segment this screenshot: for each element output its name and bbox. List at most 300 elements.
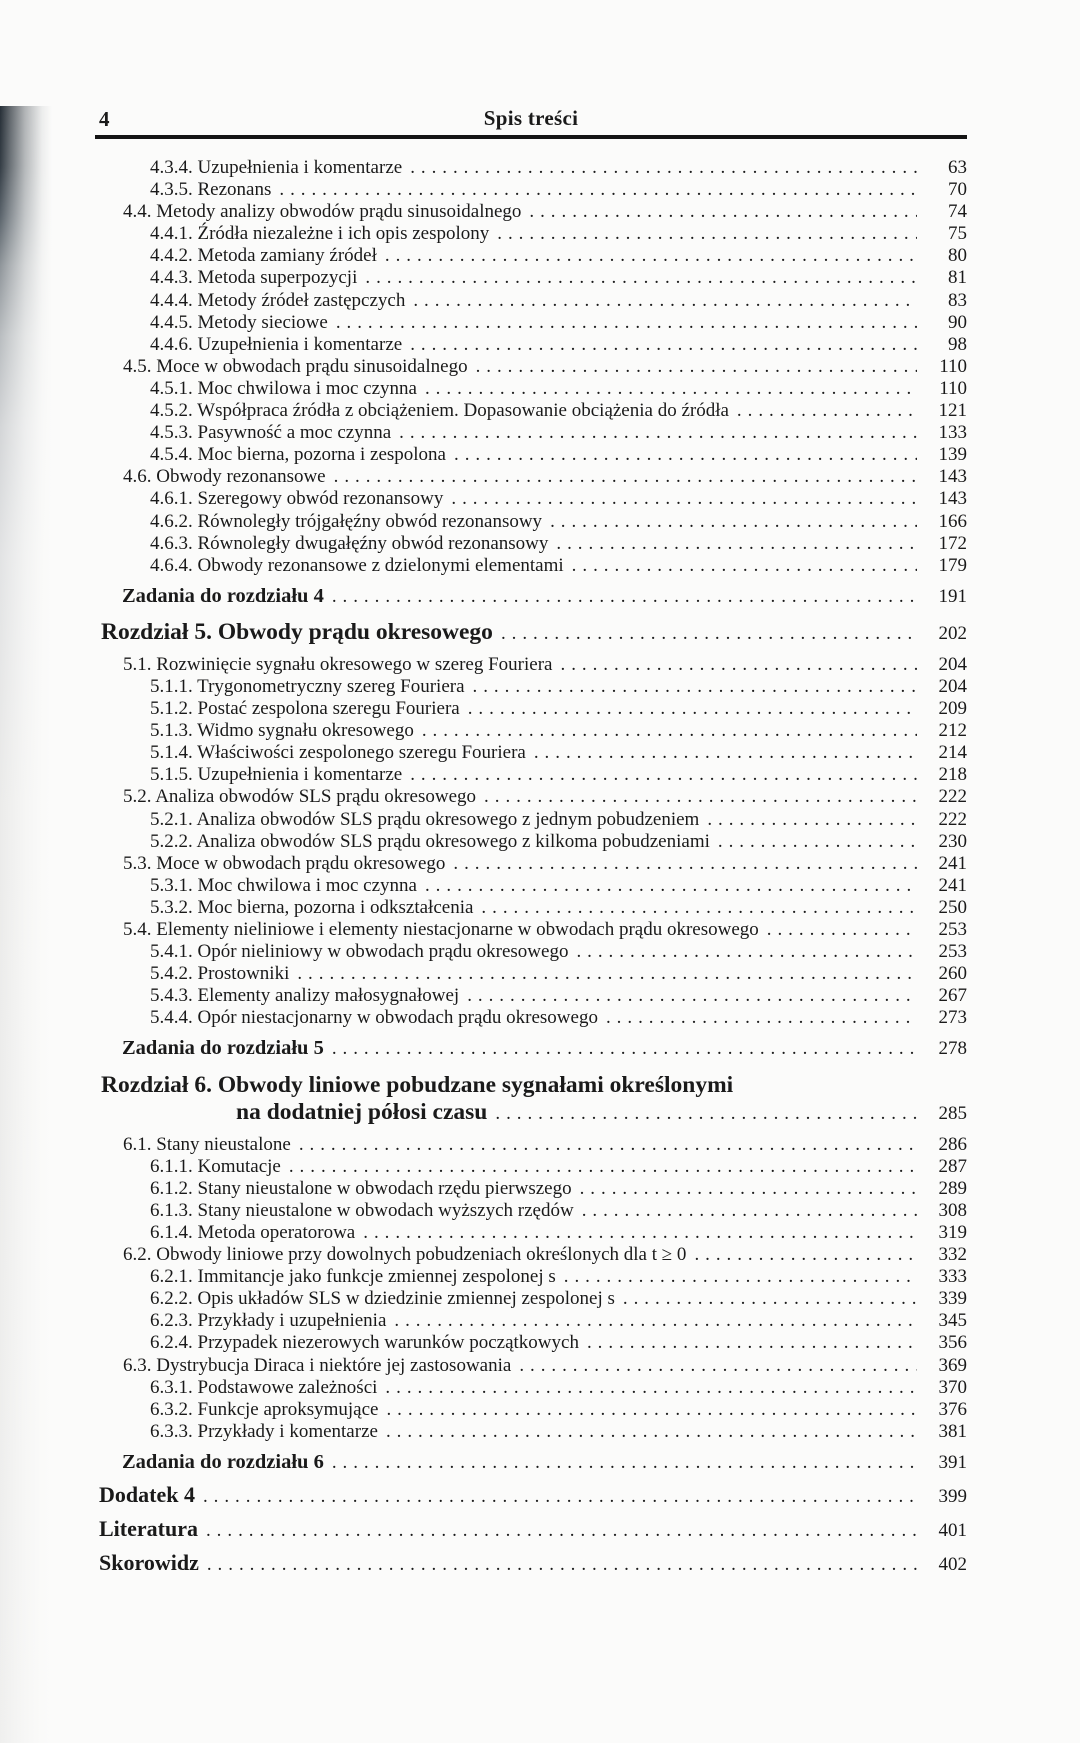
dot-leader: [556, 533, 917, 555]
entry-title: Postać zespolona szeregu Fouriera: [197, 698, 460, 720]
entry-page: 133: [938, 422, 967, 444]
entry-number: 4.4.3.: [150, 267, 193, 289]
entry-title: Trygonometryczny szereg Fouriera: [197, 675, 465, 697]
entry-title: Opis układów SLS w dziedzinie zmiennej zespolonej s: [197, 1288, 615, 1310]
dot-leader: [468, 698, 917, 720]
entry-label: [123, 466, 326, 488]
toc-entry: [95, 1266, 967, 1288]
dot-leader: [332, 1038, 917, 1060]
entry-page: 278: [938, 1038, 967, 1060]
entry-number: 4.5.: [123, 355, 152, 377]
entry-label: [150, 698, 460, 720]
entry-title: Przykłady i komentarze: [197, 1420, 378, 1442]
entry-label: [123, 1244, 686, 1266]
entry-title: Skorowidz: [99, 1550, 199, 1576]
entry-title: Literatura: [99, 1516, 198, 1542]
dot-leader: [299, 1134, 917, 1156]
entry-label: [150, 533, 548, 555]
entry-number: Rozdział 5.: [101, 618, 212, 645]
entry-number: 5.2.: [123, 786, 152, 808]
entry-title: Elementy analizy małosygnałowej: [197, 985, 460, 1007]
entry-label: [150, 1178, 572, 1200]
entry-title: Prostowniki: [197, 963, 290, 985]
dot-leader: [425, 378, 917, 400]
entry-label: [122, 1037, 324, 1059]
dot-leader: [413, 290, 917, 312]
entry-number: 5.2.1.: [150, 808, 193, 830]
entry-label: [150, 245, 377, 267]
entry-label: [150, 809, 699, 831]
entry-label: [150, 1332, 579, 1354]
scanned-toc-page: [0, 106, 1080, 1743]
entry-page: 139: [938, 444, 967, 466]
entry-label: [150, 290, 405, 312]
entry-page: 250: [938, 896, 967, 918]
toc-entry: [95, 201, 967, 223]
entry-page: 319: [938, 1221, 967, 1243]
dot-leader: [572, 555, 917, 577]
entry-page: 381: [938, 1420, 967, 1442]
entry-number: 4.4.1.: [150, 223, 193, 245]
toc-entry: [95, 809, 967, 831]
toc-entry: [95, 555, 967, 577]
entry-number: 6.1.4.: [150, 1221, 193, 1243]
entry-page: 253: [938, 941, 967, 963]
entry-title: Opór nieliniowy w obwodach prądu okresowego: [197, 941, 569, 963]
entry-title: Moc bierna, pozorna i odkształcenia: [197, 896, 474, 918]
entry-number: 4.4.4.: [150, 289, 193, 311]
entry-page: 83: [948, 289, 967, 311]
dot-leader: [385, 1377, 917, 1399]
entry-label: [123, 1355, 511, 1377]
entry-label: [123, 786, 476, 808]
entry-label: [150, 312, 328, 334]
toc-entry: [95, 511, 967, 533]
entry-label: [150, 941, 568, 963]
toc-entry: [95, 157, 967, 179]
entry-label: [150, 488, 443, 510]
entry-label: [123, 201, 521, 223]
entry-page: 273: [938, 1007, 967, 1029]
entry-number: 5.1.2.: [150, 698, 193, 720]
toc-entry: [95, 720, 967, 742]
entry-title: Rozwinięcie sygnału okresowego w szereg Fouriera: [156, 653, 553, 675]
entry-title: Stany nieustalone w obwodach wyższych rzędów: [197, 1199, 574, 1221]
entry-label: [150, 742, 526, 764]
entry-title: Uzupełnienia i komentarze: [197, 764, 403, 786]
dot-leader: [385, 245, 917, 267]
dot-leader: [582, 1200, 917, 1222]
entry-number: 6.2.2.: [150, 1288, 193, 1310]
dot-leader: [587, 1332, 917, 1354]
toc-entry: [95, 1355, 967, 1377]
entry-label: [150, 179, 271, 201]
dot-leader: [767, 919, 917, 941]
entry-label: [123, 654, 553, 676]
toc-entry: [95, 466, 967, 488]
toc-entry: [95, 875, 967, 897]
page-number: 4: [99, 107, 110, 131]
entry-page: 289: [938, 1177, 967, 1199]
entry-title: Elementy nieliniowe i elementy niestacjonarne w obwodach prądu okresowego: [156, 919, 759, 940]
entry-label: [150, 444, 446, 466]
toc-entry: [95, 1377, 967, 1399]
entry-page: 332: [938, 1244, 967, 1266]
entry-label: [101, 619, 493, 646]
toc-entry: [95, 1481, 967, 1508]
entry-page: 222: [938, 808, 967, 830]
entry-label: [150, 831, 710, 853]
dot-leader: [484, 786, 917, 808]
entry-title: Immitancje jako funkcje zmiennej zespolonej s: [197, 1266, 556, 1288]
dot-leader: [495, 1103, 917, 1125]
entry-label: [150, 1399, 378, 1421]
entry-number: 6.3.: [123, 1354, 152, 1376]
entry-title: Zadania do rozdziału 5: [122, 1037, 324, 1060]
entry-label: [122, 585, 324, 607]
entry-page: 241: [938, 852, 967, 874]
entry-page: 70: [948, 179, 967, 201]
entry-number: 5.4.1.: [150, 941, 193, 963]
toc-entry: [95, 444, 967, 466]
dot-leader: [207, 1554, 917, 1576]
entry-title: Stany nieustalone w obwodach rzędu pierwszego: [197, 1177, 572, 1199]
entry-number: 5.3.: [123, 852, 152, 874]
entry-label: [150, 1310, 386, 1332]
entry-number: 6.1.: [123, 1133, 152, 1155]
entry-title: Opór niestacjonarny w obwodach prądu okresowego: [197, 1007, 598, 1029]
dot-leader: [453, 853, 917, 875]
entry-label: [150, 1007, 598, 1029]
entry-label: [123, 1134, 291, 1156]
entry-page: 376: [938, 1398, 967, 1420]
toc-entry: [95, 334, 967, 356]
entry-title: Równoległy trójgałęźny obwód rezonansowy: [197, 510, 543, 532]
entry-title: Obwody liniowe przy dowolnych pobudzeniach określonych dla t ≥ 0: [156, 1244, 687, 1266]
toc-entry: [95, 267, 967, 289]
dot-leader: [365, 267, 917, 289]
entry-number: 4.4.: [123, 201, 152, 223]
entry-number: 6.3.3.: [150, 1420, 193, 1442]
entry-page: 110: [939, 355, 967, 377]
toc-entry: [95, 1007, 967, 1029]
entry-number: 5.4.3.: [150, 985, 193, 1007]
entry-number: 4.3.5.: [150, 179, 193, 201]
entry-number: 5.1.5.: [150, 764, 193, 786]
dot-leader: [501, 623, 917, 645]
toc-entry: [95, 919, 967, 941]
toc-entry: [95, 1518, 967, 1542]
entry-page: 253: [938, 919, 967, 940]
toc-entry: [95, 619, 967, 646]
entry-number: 6.2.4.: [150, 1332, 193, 1354]
entry-title: Moc bierna, pozorna i zespolona: [197, 444, 446, 466]
entry-label: [150, 422, 391, 444]
entry-page: 90: [948, 311, 967, 333]
entry-title: Metody analizy obwodów prądu sinusoidalnego: [156, 201, 522, 223]
entry-page: 356: [938, 1332, 967, 1354]
dot-leader: [363, 1222, 917, 1244]
entry-page: 230: [938, 830, 967, 852]
entry-label: [123, 356, 468, 378]
entry-number: 5.1.1.: [150, 675, 193, 697]
entry-page: 212: [938, 720, 967, 742]
toc-entry: [95, 1222, 967, 1244]
entry-page: 75: [948, 223, 967, 245]
dot-leader: [580, 1178, 917, 1200]
entry-page: 308: [938, 1199, 967, 1221]
entry-title: Zadania do rozdziału 6: [122, 1450, 324, 1473]
toc-entry: [95, 1244, 967, 1266]
entry-page: 209: [938, 698, 967, 720]
entry-number: 5.1.: [123, 653, 152, 675]
toc-entry: [95, 378, 967, 400]
dot-leader: [410, 157, 917, 179]
entry-title: Komutacje: [197, 1155, 281, 1177]
entry-label: [150, 157, 402, 179]
toc-entry: [95, 1178, 967, 1200]
toc-entry: [95, 356, 967, 378]
entry-page: 402: [938, 1554, 967, 1576]
dot-leader: [386, 1421, 917, 1443]
entry-number: 5.4.2.: [150, 963, 193, 985]
entry-page: 191: [938, 585, 967, 607]
dot-leader: [394, 1310, 917, 1332]
toc-entry: [95, 290, 967, 312]
entry-page: 214: [938, 742, 967, 764]
entry-page: 287: [938, 1155, 967, 1177]
entry-title: Moce w obwodach prądu okresowego: [156, 852, 446, 874]
dot-leader: [410, 764, 917, 786]
entry-title: Obwody prądu okresowego: [217, 618, 493, 645]
entry-title: Szeregowy obwód rezonansowy: [197, 488, 444, 510]
entry-page: 74: [948, 201, 967, 223]
entry-title: Podstawowe zależności: [197, 1376, 378, 1398]
dot-leader: [467, 985, 917, 1007]
dot-leader: [422, 720, 917, 742]
entry-title: Obwody rezonansowe: [156, 466, 326, 488]
toc-entry: [95, 654, 967, 676]
dot-leader: [718, 831, 917, 853]
entry-label: [99, 1518, 198, 1540]
entry-page: 333: [938, 1266, 967, 1288]
dot-leader: [279, 179, 917, 201]
entry-page: 63: [948, 157, 967, 178]
entry-label: [150, 1421, 378, 1443]
dot-leader: [481, 897, 917, 919]
entry-number: 4.6.1.: [150, 488, 193, 510]
entry-title: Przypadek niezerowych warunków początkowych: [197, 1332, 579, 1354]
entry-title: Metoda superpozycji: [197, 267, 358, 289]
entry-label: [150, 676, 465, 698]
dot-leader: [737, 400, 917, 422]
entry-title: Uzupełnienia i komentarze: [197, 333, 403, 355]
entry-label: [150, 1200, 574, 1222]
entry-number: 4.6.4.: [150, 554, 193, 576]
entry-page: 81: [948, 267, 967, 289]
entry-title: Obwody rezonansowe z dzielonymi elementami: [197, 554, 564, 576]
entry-page: 166: [938, 510, 967, 532]
toc-entry: [95, 764, 967, 786]
entry-title: Zadania do rozdziału 4: [122, 584, 324, 607]
toc-entry: [95, 488, 967, 510]
entry-label: [101, 1099, 487, 1126]
dot-leader: [386, 1399, 917, 1421]
entry-title: Analiza obwodów SLS prądu okresowego: [155, 786, 477, 808]
entry-number: 5.4.: [123, 919, 152, 940]
entry-title: Analiza obwodów SLS prądu okresowego z kilkoma pobudzeniami: [196, 830, 710, 852]
entry-number: 4.4.5.: [150, 311, 193, 333]
entry-number: 6.3.1.: [150, 1376, 193, 1398]
toc-entry: [95, 1399, 967, 1421]
toc-entry: [95, 786, 967, 808]
entry-number: 4.5.1.: [150, 377, 193, 399]
dot-leader: [606, 1007, 917, 1029]
entry-page: 401: [938, 1520, 967, 1542]
toc-entry: [95, 1156, 967, 1178]
entry-page: 179: [938, 554, 967, 576]
toc-entry: [95, 245, 967, 267]
entry-label: [150, 555, 564, 577]
entry-page: 345: [938, 1310, 967, 1332]
dot-leader: [519, 1355, 917, 1377]
entry-title: Współpraca źródła z obciążeniem. Dopasowanie obciążenia do źródła: [197, 400, 729, 422]
entry-page: 391: [938, 1451, 967, 1473]
entry-number: 6.3.2.: [150, 1398, 193, 1420]
entry-title: Właściwości zespolonego szeregu Fouriera: [197, 742, 526, 764]
entry-number: 4.4.6.: [150, 333, 193, 355]
entry-label: [150, 267, 357, 289]
entry-title: Metody sieciowe: [197, 311, 328, 333]
toc-entry: [95, 422, 967, 444]
dot-leader: [297, 963, 917, 985]
dot-leader: [694, 1244, 917, 1266]
entry-page: 202: [938, 622, 967, 644]
entry-number: 6.1.2.: [150, 1177, 193, 1199]
toc-entry: [95, 698, 967, 720]
entry-title: Widmo sygnału okresowego: [197, 720, 414, 742]
entry-title: Przykłady i uzupełnienia: [197, 1310, 387, 1332]
dot-leader: [707, 809, 917, 831]
entry-page: 286: [938, 1133, 967, 1155]
entry-page: 222: [938, 786, 967, 808]
toc-list: [95, 157, 967, 1576]
dot-leader: [476, 356, 917, 378]
entry-label: [150, 400, 729, 422]
toc-entry: [95, 1037, 967, 1060]
entry-number: 4.5.3.: [150, 422, 193, 444]
entry-title: Funkcje aproksymujące: [197, 1398, 379, 1420]
dot-leader: [454, 444, 917, 466]
entry-page: 260: [938, 963, 967, 985]
toc-entry: [95, 985, 967, 1007]
toc-entry: [95, 1332, 967, 1354]
toc-entry: [95, 1552, 967, 1576]
toc-entry: [95, 963, 967, 985]
entry-label: [122, 1451, 324, 1473]
toc-entry: [95, 400, 967, 422]
entry-number: 4.5.4.: [150, 444, 193, 466]
dot-leader: [332, 1452, 917, 1474]
entry-number: 5.2.2.: [150, 830, 193, 852]
toc-entry: [95, 676, 967, 698]
toc-entry: [95, 312, 967, 334]
entry-title: Pasywność a moc czynna: [197, 422, 392, 444]
entry-number: 5.3.2.: [150, 896, 193, 918]
entry-title: Metoda operatorowa: [197, 1221, 356, 1243]
entry-title: Analiza obwodów SLS prądu okresowego z jednym pobudzeniem: [196, 808, 700, 830]
entry-label: [150, 1288, 615, 1310]
entry-label: [101, 1072, 733, 1099]
entry-page: 241: [938, 874, 967, 896]
dot-leader: [623, 1288, 917, 1310]
entry-number: 4.3.4.: [150, 157, 193, 178]
entry-title: Równoległy dwugałęźny obwód rezonansowy: [197, 532, 549, 554]
entry-page: 369: [938, 1354, 967, 1376]
dot-leader: [206, 1520, 917, 1542]
toc-entry: [95, 1310, 967, 1332]
dot-leader: [564, 1266, 917, 1288]
entry-label: [150, 764, 402, 786]
entry-title: Moce w obwodach prądu sinusoidalnego: [156, 355, 468, 377]
entry-title: Źródła niezależne i ich opis zespolony: [197, 223, 490, 245]
entry-number: 5.3.1.: [150, 874, 193, 896]
toc-entry: [95, 179, 967, 201]
scan-gutter-artifact: [0, 106, 52, 1743]
dot-leader: [334, 466, 917, 488]
entry-title: Obwody liniowe pobudzane sygnałami określonymi: [217, 1071, 734, 1098]
entry-label: [150, 1377, 377, 1399]
dot-leader: [576, 941, 917, 963]
entry-title: Moc chwilowa i moc czynna: [197, 874, 417, 896]
entry-page: 204: [938, 653, 967, 675]
toc-entry: [95, 1421, 967, 1443]
toc-entry: [95, 1200, 967, 1222]
toc-entry: [95, 533, 967, 555]
dot-leader: [336, 312, 917, 334]
entry-page: 204: [938, 675, 967, 697]
entry-title: Dodatek 4: [99, 1481, 195, 1507]
entry-label: [123, 853, 445, 875]
entry-label: [150, 378, 417, 400]
toc-entry: [95, 941, 967, 963]
toc-entry: [95, 223, 967, 245]
toc-entry: [95, 742, 967, 764]
toc-entry: [95, 1288, 967, 1310]
toc-entry: [95, 1099, 967, 1126]
entry-page: 143: [938, 488, 967, 510]
dot-leader: [451, 488, 917, 510]
entry-label: [150, 963, 289, 985]
entry-page: 172: [938, 532, 967, 554]
entry-title: na dodatniej półosi czasu: [236, 1098, 488, 1125]
entry-number: 6.2.: [123, 1244, 152, 1266]
entry-page: 370: [938, 1376, 967, 1398]
entry-label: [150, 720, 414, 742]
entry-page: 399: [938, 1485, 967, 1507]
toc-entry: [95, 585, 967, 608]
page-header: [95, 106, 967, 139]
entry-page: 285: [938, 1102, 967, 1124]
dot-leader: [473, 676, 917, 698]
entry-page: 143: [938, 466, 967, 488]
dot-leader: [289, 1156, 917, 1178]
entry-page: 218: [938, 764, 967, 786]
entry-label: [150, 1156, 281, 1178]
entry-label: [150, 985, 459, 1007]
dot-leader: [399, 422, 917, 444]
entry-number: 4.4.2.: [150, 245, 193, 267]
